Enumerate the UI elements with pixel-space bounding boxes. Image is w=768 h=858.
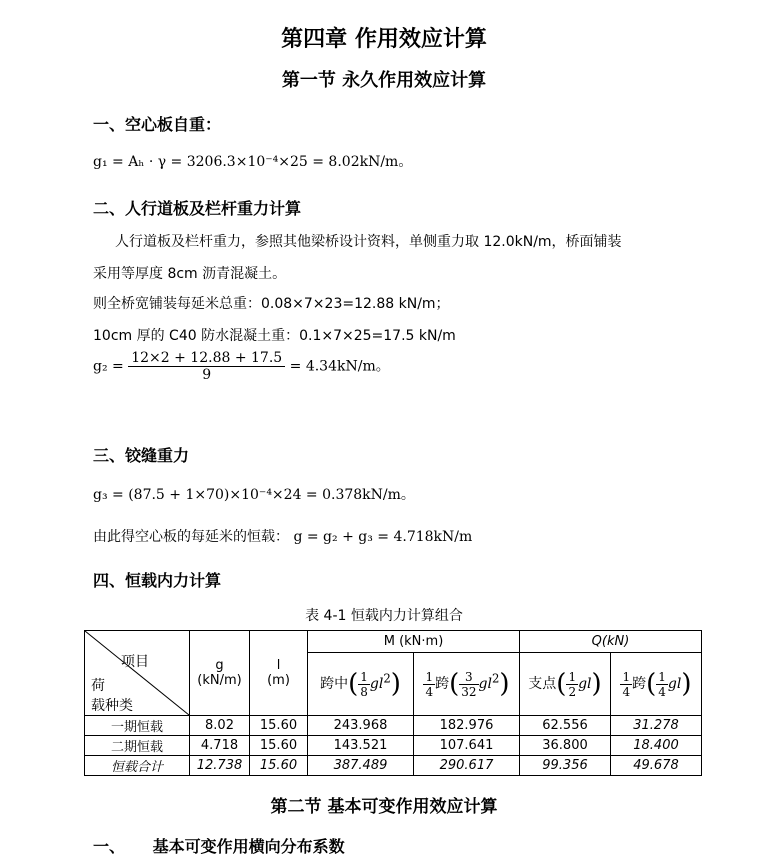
heading-lateral-distribution — [93, 834, 345, 857]
table-cell: 18.400 — [611, 736, 702, 756]
table-cell: 143.521 — [308, 736, 414, 756]
header-l — [250, 631, 308, 716]
table-cell: 107.641 — [414, 736, 520, 756]
formula-g2 — [93, 350, 390, 383]
formula-g2-lhs: g₂ = — [93, 358, 124, 375]
table-cell: 31.278 — [611, 716, 702, 736]
paragraph-line: 采用等厚度 8cm 沥青混凝土。 — [93, 266, 287, 282]
header-moment: M (kN·m) — [308, 631, 520, 653]
table-cell: 12.738 — [190, 756, 250, 776]
formula-g2-denominator: 9 — [202, 367, 212, 383]
table-cell: 15.60 — [250, 716, 308, 736]
heading-sidewalk-railing: 二、人行道板及栏杆重力计算 — [93, 199, 302, 218]
header-l-unit: (m) — [267, 673, 290, 688]
dead-load-summary — [93, 526, 472, 546]
formula-g2-fraction — [128, 350, 285, 383]
header-g-unit: (kN/m) — [197, 673, 242, 688]
section2-title: 第二节 基本可变作用效应计算 — [270, 797, 498, 817]
subheader-shear-quarter: $\frac{1}{4}$ 跨( $\frac{1}{4}$ gl) — [611, 653, 702, 716]
dead-load-table — [84, 630, 702, 776]
table-corner-cell — [85, 631, 190, 716]
header-shear: Q(kN) — [520, 631, 702, 653]
paragraph-line: 人行道板及栏杆重力，参照其他梁桥设计资料，单侧重力取 12.0kN/m，桥面铺装 — [115, 234, 622, 250]
header-g-label: g — [215, 658, 224, 673]
table-cell: 15.60 — [250, 736, 308, 756]
section-title: 第一节 永久作用效应计算 — [281, 70, 487, 91]
heading-lateral-distribution-num: 一、 — [93, 837, 126, 856]
table-cell: 36.800 — [520, 736, 611, 756]
table-cell: 243.968 — [308, 716, 414, 736]
table-cell: 182.976 — [414, 716, 520, 736]
table-row — [85, 736, 702, 756]
table-cell: 8.02 — [190, 716, 250, 736]
heading-dead-load-internal-force: 四、恒载内力计算 — [93, 571, 222, 590]
heading-slab-self-weight: 一、空心板自重： — [93, 115, 222, 134]
formula-g3: g₃ = (87.5 + 1×70)×10⁻⁴×24 = 0.378kN/m。 — [93, 487, 415, 503]
formula-g1: g₁ = Aₕ · γ = 3206.3×10⁻⁴×25 = 8.02kN/m。 — [93, 154, 413, 170]
subheader-moment-quarter: $\frac{1}{4}$ 跨( $\frac{3}{32}$ $gl^2$) — [414, 653, 520, 716]
dead-load-text: 由此得空心板的每延米的恒载： — [93, 529, 289, 545]
corner-label-load: 荷 — [91, 678, 105, 694]
header-g — [190, 631, 250, 716]
table-cell: 62.556 — [520, 716, 611, 736]
table-cell: 290.617 — [414, 756, 520, 776]
heading-hinge-joint: 三、铰缝重力 — [93, 446, 190, 465]
table-cell: 387.489 — [308, 756, 414, 776]
subheader-shear-support-label: 支点 — [528, 676, 557, 693]
table-cell: 15.60 — [250, 756, 308, 776]
paragraph-line: 10cm 厚的 C40 防水混凝土重：0.1×7×25=17.5 kN/m — [93, 328, 456, 344]
chapter-title: 第四章 作用效应计算 — [281, 27, 487, 52]
header-l-label: l — [276, 658, 281, 673]
paragraph-line: 则全桥宽铺装每延米总重：0.08×7×23=12.88 kN/m； — [93, 296, 450, 312]
formula-g2-rhs: = 4.34kN/m。 — [289, 358, 390, 375]
table-caption: 表 4-1 恒载内力计算组合 — [305, 608, 463, 624]
table-cell: 4.718 — [190, 736, 250, 756]
table-row — [85, 716, 702, 736]
subheader-moment-midspan: 跨中( $\frac{1}{8}$ $gl^2$) — [308, 653, 414, 716]
subheader-moment-midspan-label: 跨中 — [320, 676, 349, 693]
row-label: 恒载合计 — [85, 756, 190, 776]
dead-load-formula: g = g₂ + g₃ = 4.718kN/m — [293, 529, 473, 545]
heading-lateral-distribution-label: 基本可变作用横向分布系数 — [152, 837, 345, 856]
table-cell: 99.356 — [520, 756, 611, 776]
subheader-shear-support: 支点( $\frac{1}{2}$ gl) — [520, 653, 611, 716]
corner-label-type: 载种类 — [91, 698, 133, 714]
corner-label-item: 项目 — [121, 654, 149, 670]
formula-g2-numerator: 12×2 + 12.88 + 17.5 — [128, 350, 285, 367]
row-label: 二期恒载 — [85, 736, 190, 756]
row-label: 一期恒载 — [85, 716, 190, 736]
table-cell: 49.678 — [611, 756, 702, 776]
table-row — [85, 756, 702, 776]
